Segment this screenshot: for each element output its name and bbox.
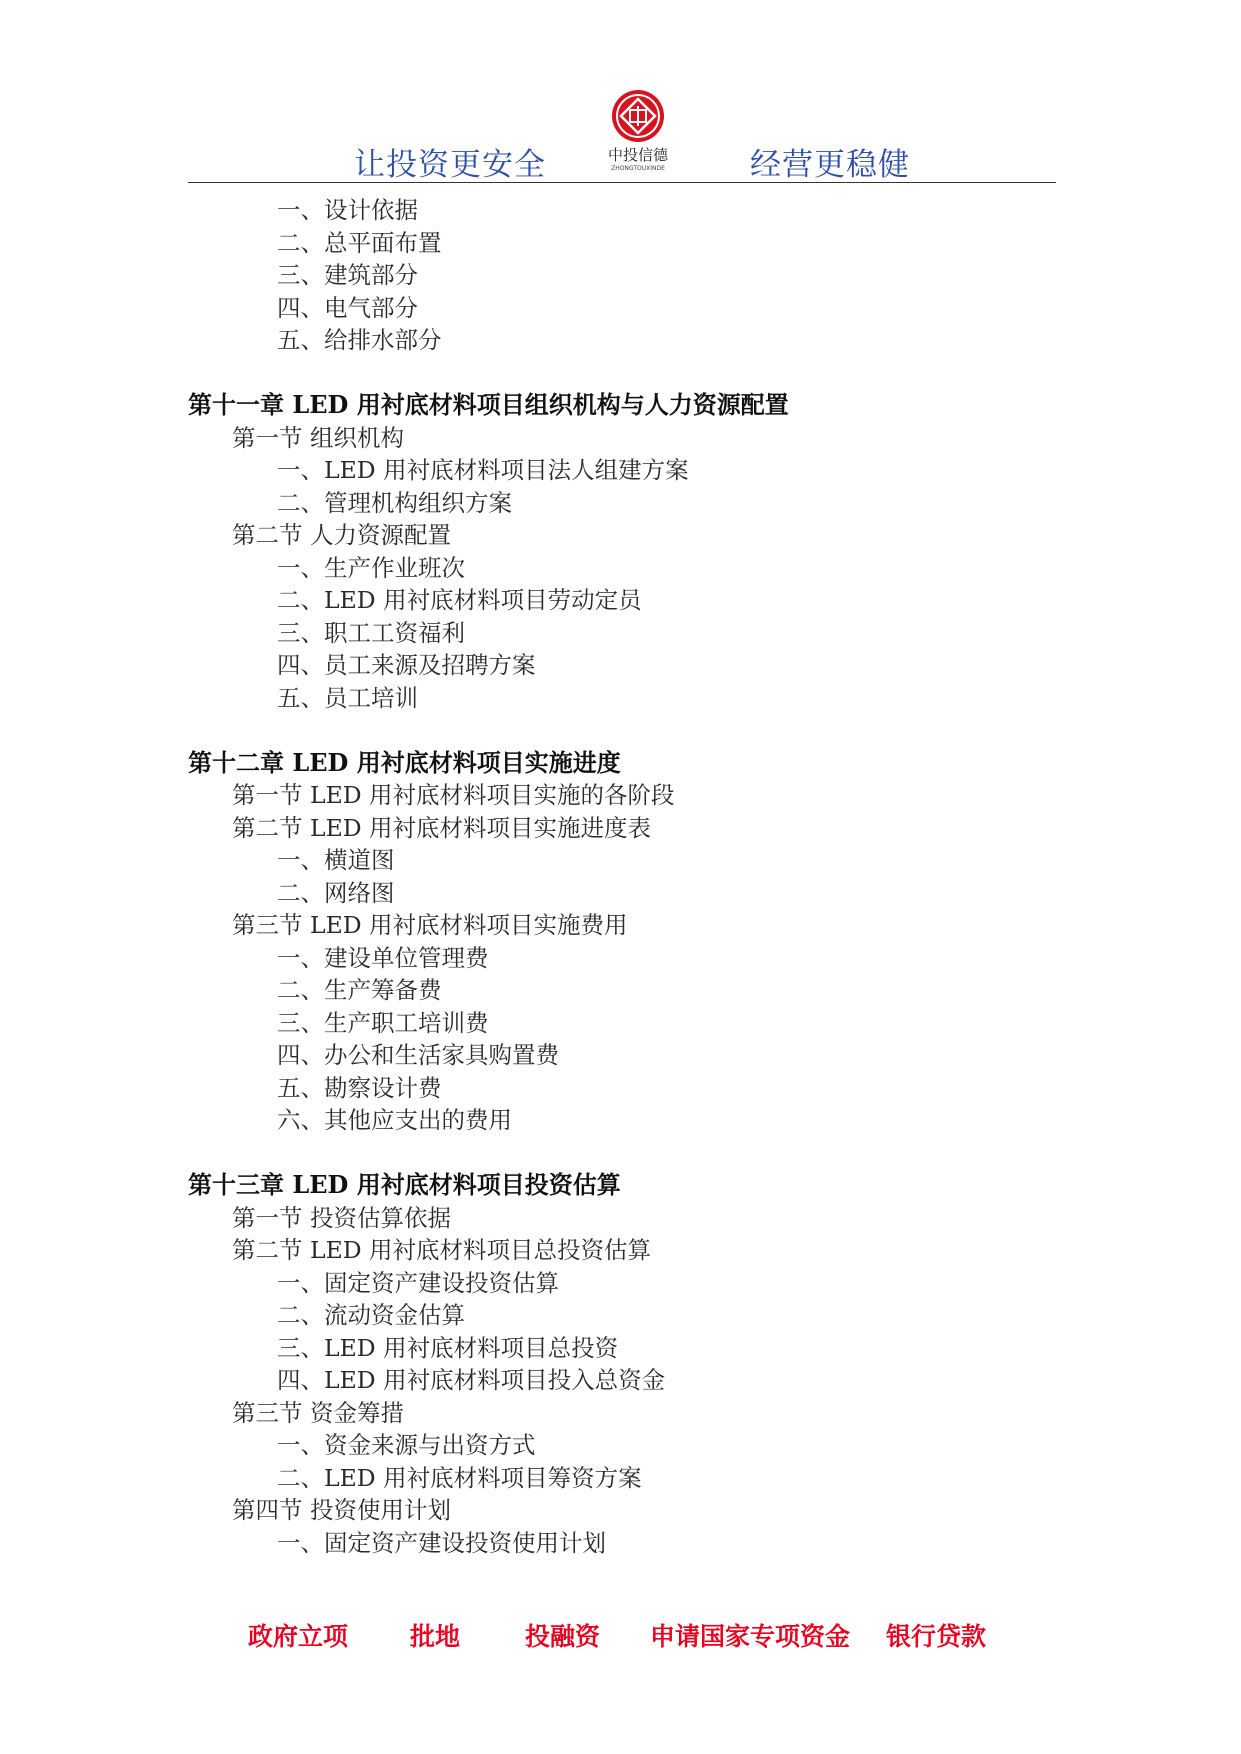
toc-item-entry: 一、设计依据 — [277, 196, 418, 224]
toc-item-entry: 三、LED 用衬底材料项目总投资 — [277, 1333, 619, 1362]
toc-section-entry: 第一节 LED 用衬底材料项目实施的各阶段 — [232, 781, 675, 809]
toc-item-entry: 六、其他应支出的费用 — [277, 1106, 512, 1134]
toc-item-entry: 二、LED 用衬底材料项目筹资方案 — [277, 1463, 642, 1492]
toc-item-entry: 三、生产职工培训费 — [277, 1008, 489, 1037]
logo-chinese-name: 中投信德 — [607, 146, 668, 164]
toc-item-entry: 五、勘察设计费 — [277, 1073, 442, 1102]
toc-item-entry: 三、职工工资福利 — [277, 618, 465, 647]
toc-section-entry: 第三节 LED 用衬底材料项目实施费用 — [232, 911, 628, 939]
toc-item-entry: 二、总平面布置 — [277, 228, 442, 257]
toc-item-entry: 四、员工来源及招聘方案 — [277, 651, 536, 679]
toc-section-entry: 第二节 LED 用衬底材料项目实施进度表 — [232, 813, 652, 842]
footer-link-land-approval[interactable]: 批地 — [410, 1622, 461, 1651]
page-footer — [0, 1620, 1241, 1660]
toc-item-entry: 二、管理机构组织方案 — [277, 488, 512, 517]
toc-item-entry: 二、LED 用衬底材料项目劳动定员 — [277, 586, 642, 614]
footer-link-special-funds[interactable]: 申请国家专项资金 — [650, 1622, 851, 1651]
header-slogan-right: 经营更稳健 — [750, 147, 910, 183]
toc-item-entry: 一、固定资产建设投资使用计划 — [277, 1528, 606, 1557]
toc-item-entry: 二、网络图 — [277, 878, 395, 907]
footer-link-bank-loan[interactable]: 银行贷款 — [886, 1622, 987, 1651]
toc-item-entry: 五、给排水部分 — [277, 326, 442, 354]
toc-item-entry: 一、建设单位管理费 — [277, 943, 489, 972]
toc-item-entry: 三、建筑部分 — [277, 261, 418, 289]
toc-item-entry: 四、电气部分 — [277, 293, 418, 322]
header-slogan-left: 让投资更安全 — [354, 147, 546, 183]
toc-item-entry: 四、办公和生活家具购置费 — [277, 1041, 559, 1069]
toc-item-entry: 二、生产筹备费 — [277, 976, 442, 1004]
toc-section-entry: 第二节 LED 用衬底材料项目总投资估算 — [232, 1236, 652, 1264]
footer-link-financing[interactable]: 投融资 — [525, 1622, 601, 1651]
toc-item-entry: 二、流动资金估算 — [277, 1301, 465, 1329]
toc-item-entry: 四、LED 用衬底材料项目投入总资金 — [277, 1366, 666, 1394]
toc-section-entry: 第一节 投资估算依据 — [232, 1203, 451, 1232]
toc-chapter-heading: 第十三章 LED 用衬底材料项目投资估算 — [188, 1170, 621, 1199]
footer-link-project-approval[interactable]: 政府立项 — [248, 1622, 349, 1651]
toc-section-entry: 第二节 人力资源配置 — [232, 521, 451, 549]
toc-section-entry: 第四节 投资使用计划 — [232, 1496, 451, 1524]
toc-section-entry: 第三节 资金筹措 — [232, 1398, 404, 1427]
toc-item-entry: 一、资金来源与出资方式 — [277, 1431, 536, 1459]
toc-chapter-heading: 第十二章 LED 用衬底材料项目实施进度 — [188, 747, 621, 777]
toc-item-entry: 五、员工培训 — [277, 683, 418, 712]
logo-english-name: ZHONGTOUXINDE — [611, 165, 665, 172]
toc-item-entry: 一、生产作业班次 — [277, 553, 465, 582]
toc-section-entry: 第一节 组织机构 — [232, 423, 404, 452]
toc-item-entry: 一、固定资产建设投资估算 — [277, 1268, 559, 1297]
toc-item-entry: 一、横道图 — [277, 846, 395, 874]
toc-item-entry: 一、LED 用衬底材料项目法人组建方案 — [277, 456, 689, 484]
toc-chapter-heading: 第十一章 LED 用衬底材料项目组织机构与人力资源配置 — [188, 390, 789, 419]
